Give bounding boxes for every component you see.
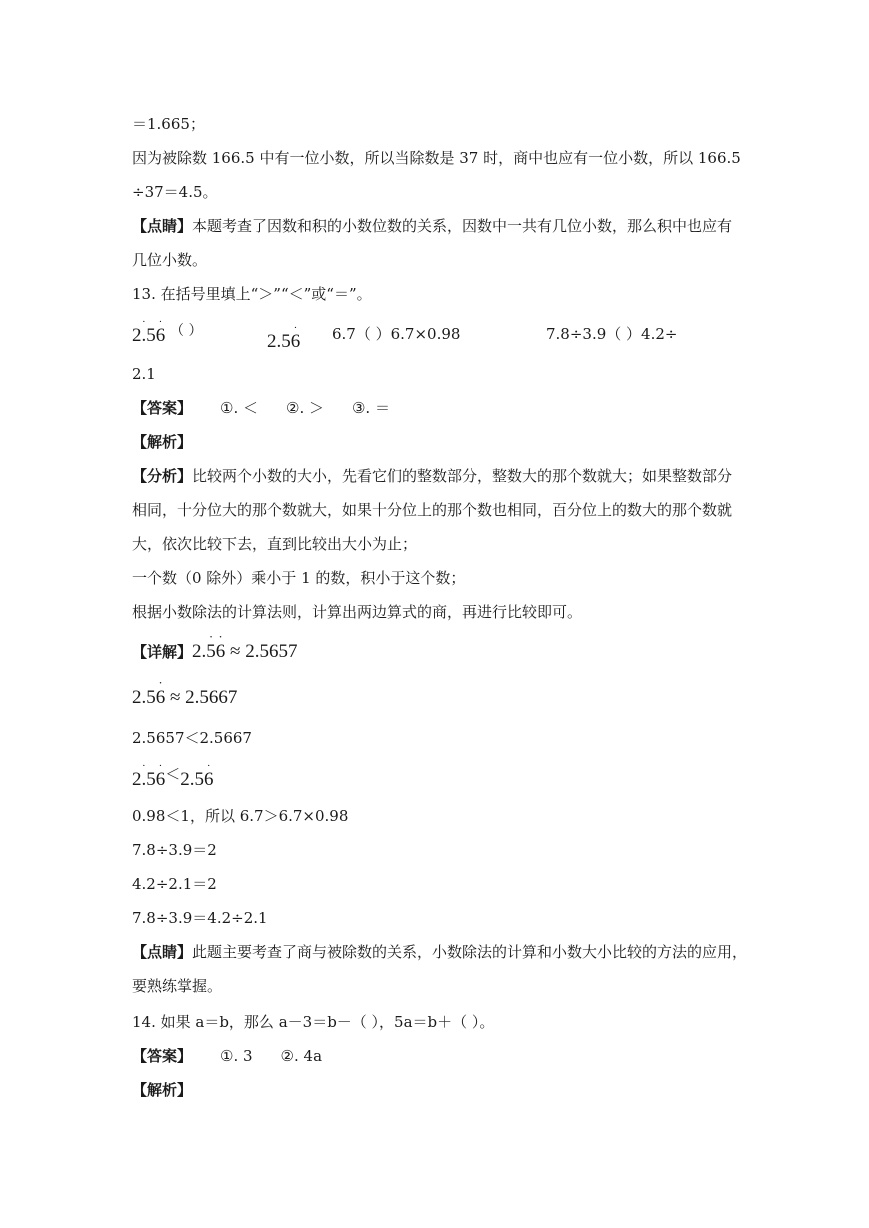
math-part: · 6	[156, 770, 166, 790]
text-line: 2.5657＜2.5667	[132, 729, 252, 747]
math-part: · 6	[216, 642, 226, 662]
dianjing-text: 此题主要考查了商与被除数的关系，小数除法的计算和小数大小比较的方法的应用，	[192, 943, 748, 961]
dianjing-tag: 【点睛】	[132, 217, 193, 235]
fenxi-text: 比较两个小数的大小，先看它们的整数部分，整数大的那个数就大；如果整数部分	[192, 467, 733, 485]
text-line: 根据小数除法的计算法则，计算出两边算式的商，再进行比较即可。	[132, 603, 583, 621]
text-line: 相同，十分位大的那个数就大，如果十分位上的那个数也相同，百分位上的数大的那个数就	[132, 501, 733, 519]
xiangjie-tag: 【详解】	[132, 643, 193, 661]
text-line: 因为被除数 166.5 中有一位小数，所以当除数是 37 时，商中也应有一位小数，所以 166.5	[132, 149, 741, 167]
text-line: ＝1.665；	[132, 115, 205, 133]
dianjing-line	[132, 216, 732, 236]
answer-item: ①. 3	[220, 1047, 253, 1065]
math-part: · 5	[206, 642, 216, 662]
math-part: ≈ 2.5657	[225, 641, 298, 662]
math-expr	[267, 331, 300, 352]
text-line: 7.8÷3.9＝2	[132, 841, 217, 859]
answer-tag: 【答案】	[132, 399, 193, 417]
blank-paren: （ ）	[170, 323, 203, 339]
math-expr	[132, 687, 237, 708]
fenxi-tag: 【分析】	[132, 467, 193, 485]
math-part: · 6	[204, 770, 214, 790]
dianjing-line	[132, 942, 747, 962]
dianjing-text: 本题考查了因数和积的小数位数的关系，因数中一共有几位小数，那么积中也应有	[192, 217, 733, 235]
q13-expression-3: 7.8÷3.9（ ）4.2÷	[546, 325, 678, 343]
text-line: ÷37＝4.5。	[132, 183, 218, 201]
jiexi-heading: 【解析】	[132, 1081, 193, 1099]
math-expr	[180, 769, 213, 790]
text-line: 4.2÷2.1＝2	[132, 875, 217, 893]
q13-expression-2: 6.7（ ）6.7×0.98	[332, 325, 461, 343]
math-part: ≈ 2.5667	[165, 687, 238, 708]
q13-expression-1-right	[267, 332, 300, 352]
math-part: · 6	[291, 332, 301, 352]
answer-item: ①. ＜	[220, 399, 258, 417]
text-line: 7.8÷3.9＝4.2÷2.1	[132, 909, 268, 927]
text-line: 几位小数。	[132, 251, 208, 269]
math-part: · 2.5	[132, 326, 156, 346]
fenxi-line	[132, 466, 732, 486]
question-13: 13. 在括号里填上“＞”“＜”或“＝”。	[132, 285, 372, 303]
text-line: 要熟练掌握。	[132, 977, 223, 995]
math-expr	[192, 641, 297, 662]
math-part: 2.	[192, 641, 207, 662]
answer-item: ②. ＞	[286, 399, 324, 417]
math-line	[132, 688, 237, 708]
q13-expression-1	[132, 323, 203, 347]
xiangjie-line	[132, 642, 297, 662]
less-than-sign: ＜	[165, 765, 181, 783]
math-expr	[132, 325, 165, 346]
math-part: 2.5	[132, 687, 156, 708]
jiexi-heading: 【解析】	[132, 433, 193, 451]
answer-item: ②. 4a	[280, 1047, 323, 1065]
math-part: 2.5	[180, 769, 205, 790]
dianjing-tag: 【点睛】	[132, 943, 193, 961]
question-14: 14. 如果 a＝b，那么 a－3＝b－（ ），5a＝b＋（ ）。	[132, 1013, 495, 1031]
text-line: 一个数（0 除外）乘小于 1 的数，积小于这个数；	[132, 569, 466, 587]
text-line: 大，依次比较下去，直到比较出大小为止；	[132, 535, 418, 553]
math-part: · 6	[156, 688, 166, 708]
answer-14	[132, 1046, 322, 1066]
math-line	[132, 765, 214, 790]
q13-continuation: 2.1	[132, 365, 156, 383]
answer-item: ③. ＝	[351, 399, 390, 417]
math-part: 2.5	[267, 331, 291, 352]
answer-13	[132, 398, 390, 418]
math-part: · 2.5	[132, 770, 156, 790]
answer-tag: 【答案】	[132, 1047, 193, 1065]
math-part: · 6	[156, 326, 166, 346]
math-expr	[132, 769, 165, 790]
text-line: 0.98＜1，所以 6.7＞6.7×0.98	[132, 807, 349, 825]
